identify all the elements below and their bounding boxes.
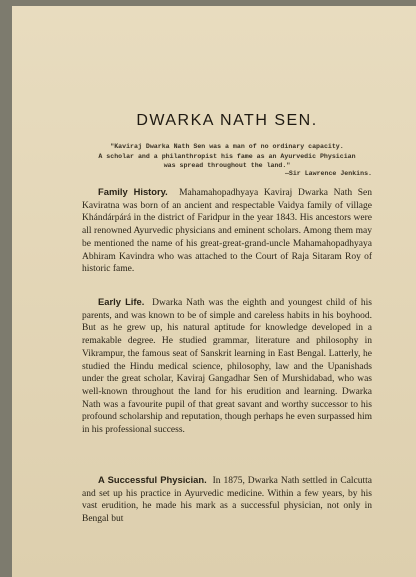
epigraph-quote	[82, 142, 372, 171]
page-title: DWARKA NATH SEN.	[136, 112, 318, 129]
section-heading: Family History.	[98, 186, 168, 197]
quote-line: A scholar and a philanthropist his fame as an Ayurvedic Physician	[98, 152, 356, 160]
paragraph-family-history	[82, 186, 372, 276]
section-text: Mahamahopadhyaya Kaviraj Dwarka Nath Sen Kaviratna was born of an ancient and respectable Vaidya family of village Khándárpárá in the district of Faridpur in the year 1843. His ancestors were all renowned Ayurvedic physicians and eminent scholars. Among them may be mentioned the name of his great-great-grand-uncle Mahamahopadhyaya Abhiram Kavindra who was attached to the Court of Raja Sitaram Roy of historic fame.	[82, 188, 373, 275]
section-text: In 1875, Dwarka Nath settled in Calcutta and set up his practice in Ayurvedic medicine. Within a few years, by his vast erudition, he made his mark as a successful physician, not only in Bengal but	[82, 476, 373, 525]
paragraph-successful-physician	[82, 474, 372, 526]
paragraph-early-life	[82, 296, 372, 437]
section-text: Dwarka Nath was the eighth and youngest child of his parents, and was known to be of simple and careless habits in his boyhood. But as he grew up, his natural aptitude for knowledge developed in a remakable degree. He studied grammar, literature and philosophy in Vikrampur, the famous seat of Sanskrit learning in East Bengal. Latterly, he studied the Hindu medical science, philosophy, law and the Upanishads under the great scholar, Kaviraj Gangadhar Sen of Murshidabad, who was well-known throughout the land for his erudition and learning. Dwarka Nath was a favourite pupil of that great savant and worthy successor to his profound scholarship and reputation, though perhaps he even surpassed him in his professional success.	[82, 298, 372, 436]
document-page	[12, 6, 416, 577]
quote-line: "Kaviraj Dwarka Nath Sen was a man of no ordinary capacity.	[110, 143, 344, 150]
quote-line: was spread throughout the land."	[163, 162, 291, 170]
section-heading: Early Life.	[98, 296, 145, 307]
section-heading: A Successful Physician.	[98, 474, 207, 485]
quote-attribution: —Sir Lawrence Jenkins.	[284, 170, 372, 177]
